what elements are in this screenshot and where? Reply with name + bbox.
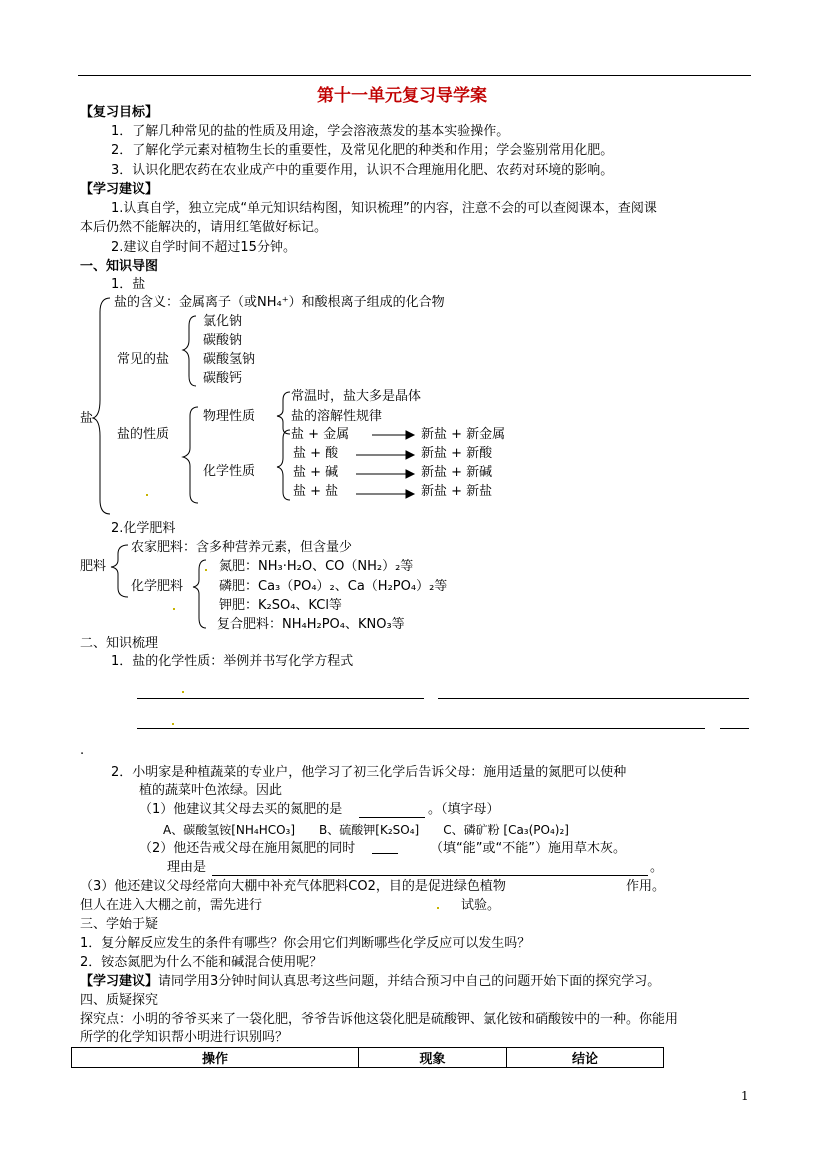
- common-salt-item: 碳酸钙: [203, 371, 243, 386]
- blank-reason[interactable]: [212, 875, 648, 876]
- blank-nitrogen-fertilizer[interactable]: [359, 817, 425, 818]
- chem-fertilizer-item: 磷肥：Ca₃（PO₄）₂、Ca（H₂PO₄）₂等: [219, 579, 448, 594]
- fertilizer-root-label: 肥料: [80, 559, 107, 574]
- common-salts-label: 常见的盐: [117, 352, 170, 367]
- chem-fertilizer-item: 复合肥料：NH₄H₂PO₄、KNO₃等: [217, 617, 405, 632]
- reaction-right: 新盐 + 新碱: [421, 465, 493, 480]
- chem-fertilizer-item: 氮肥：NH₃·H₂O、CO（NH₂）₂等: [219, 559, 414, 574]
- doubt-question: 2．铵态氮肥为什么不能和碱混合使用呢？: [80, 955, 323, 970]
- salt-properties-label: 盐的性质: [117, 427, 170, 442]
- goal-item: 2．了解化学元素对植物生长的重要性，及常见化肥的种类和作用；学会鉴别常用化肥。: [111, 143, 614, 158]
- doubt-advice: [80, 973, 660, 991]
- reaction-right: 新盐 + 新盐: [421, 484, 493, 499]
- goal-item: 3．认识化肥农药在农业成产中的重要作用，认识不合理施用化肥、农药对环境的影响。: [111, 163, 614, 178]
- scan-speck: [437, 907, 439, 909]
- reason-label: 理由是: [167, 860, 207, 875]
- review-question-2: 2．小明家是种植蔬菜的专业户，他学习了初三化学后告诉父母：施用适量的氮肥可以使种: [111, 765, 627, 780]
- subquestion-1-hint: 。（填字母）: [428, 802, 500, 817]
- subquestion-2-text: （2）他还告戒父母在施用氮肥的同时: [139, 841, 356, 856]
- chem-fertilizer-label: 化学肥料: [131, 579, 184, 594]
- table-header-conclusion: 结论: [507, 1048, 664, 1068]
- reaction-left: 盐 + 碱: [293, 465, 339, 480]
- answer-line[interactable]: [720, 728, 749, 729]
- goals-heading: 【复习目标】: [80, 105, 159, 120]
- inquiry-text-cont: 所学的化学知识帮小明进行识别吗？: [80, 1030, 289, 1045]
- page-number: 1: [741, 1089, 749, 1103]
- doubt-question: 1．复分解反应发生的条件有哪些？你会用它们判断哪些化学反应可以发生吗？: [80, 936, 531, 951]
- answer-line[interactable]: [137, 698, 424, 699]
- answer-line[interactable]: [438, 698, 749, 699]
- review-question-1: 1．盐的化学性质：举例并书写化学方程式: [111, 654, 354, 669]
- subquestion-1-options: A、碳酸氢铵[NH₄HCO₃] B、硫酸钾[K₂SO₄] C、磷矿粉 [Ca₃(PO₄)₂]: [163, 823, 569, 837]
- inquiry-heading: 四、质疑探究: [80, 993, 159, 1008]
- reaction-left: 盐 + 酸: [293, 446, 339, 461]
- page-title: 第十一单元复习导学案: [317, 86, 487, 106]
- physical-item: 盐的溶解性规律: [291, 409, 383, 424]
- fertilizer-heading: 2.化学肥料: [111, 521, 176, 536]
- reaction-right: 新盐 + 新酸: [421, 446, 493, 461]
- advice-heading: 【学习建议】: [80, 182, 159, 197]
- answer-line[interactable]: [137, 728, 705, 729]
- table-header-row: [72, 1048, 664, 1068]
- doubt-heading: 三、学始于疑: [80, 917, 159, 932]
- subquestion-3-end: 作用。: [626, 879, 666, 894]
- scan-speck: [205, 569, 207, 571]
- scan-speck: [173, 608, 175, 610]
- scan-speck: [182, 691, 184, 693]
- table-header-operation: 操作: [72, 1048, 359, 1068]
- scan-speck: [172, 723, 174, 725]
- subquestion-3-text: （3）他还建议父母经常向大棚中补充气体肥料CO2，目的是促进绿色植物: [80, 879, 506, 894]
- advice-item-1-cont: 本后仍然不能解决的，请用红笔做好标记。: [80, 220, 328, 235]
- doubt-advice-label: 【学习建议】: [80, 974, 159, 989]
- common-salt-item: 碳酸钠: [203, 333, 243, 348]
- doubt-advice-text: 请同学用3分钟时间认真思考这些问题，并结合预习中自己的问题开始下面的探究学习。: [158, 974, 661, 989]
- common-salt-item: 碳酸氢钠: [203, 352, 256, 367]
- reason-end: 。: [650, 860, 664, 875]
- review-heading: 二、知识梳理: [80, 636, 159, 651]
- salt-heading: 1．盐: [111, 277, 146, 292]
- common-salt-item: 氯化钠: [203, 314, 243, 329]
- subquestion-3b-text: 但人在进入大棚之前，需先进行: [80, 898, 263, 913]
- review-question-2-cont: 植的蔬菜叶色浓绿。因此: [139, 783, 283, 798]
- reaction-left: 盐 + 金属: [291, 427, 350, 442]
- inquiry-table: [71, 1047, 664, 1068]
- goal-item: 1．了解几种常见的盐的性质及用途，学会溶液蒸发的基本实验操作。: [111, 124, 510, 139]
- table-header-phenomenon: 现象: [359, 1048, 507, 1068]
- physical-properties-label: 物理性质: [203, 409, 256, 424]
- reaction-left: 盐 + 盐: [293, 484, 339, 499]
- subquestion-2-hint: （填“能”或“不能”）施用草木灰。: [430, 841, 626, 856]
- chem-fertilizer-item: 钾肥：K₂SO₄、KCl等: [219, 598, 342, 613]
- blank-can-or-cannot[interactable]: [372, 840, 396, 858]
- physical-item: 常温时，盐大多是晶体: [291, 389, 422, 404]
- answer-end-mark: .: [80, 743, 85, 758]
- salt-root-label: 盐: [80, 411, 94, 426]
- reaction-right: 新盐 + 新金属: [421, 427, 506, 442]
- farm-fertilizer: 农家肥料：含多种营养元素，但含量少: [131, 540, 353, 555]
- mindmap-heading: 一、知识导图: [80, 259, 159, 274]
- scan-speck: [146, 494, 148, 496]
- advice-item-2: 2.建议自学时间不超过15分钟。: [111, 240, 296, 255]
- chemical-properties-label: 化学性质: [203, 464, 256, 479]
- inquiry-text: 探究点：小明的爷爷买来了一袋化肥，爷爷告诉他这袋化肥是硫酸钾、氯化铵和硝酸铵中的一种。你能用: [80, 1012, 679, 1027]
- subquestion-1-text: （1）他建议其父母去买的氮肥的是: [139, 802, 343, 817]
- salt-meaning: 盐的含义：金属离子（或NH₄⁺）和酸根离子组成的化合物: [114, 295, 445, 310]
- advice-item-1: 1.认真自学，独立完成“单元知识结构图，知识梳理”的内容，注意不会的可以查阅课本，查阅课: [111, 201, 657, 216]
- subquestion-3b-end: 试验。: [461, 898, 501, 913]
